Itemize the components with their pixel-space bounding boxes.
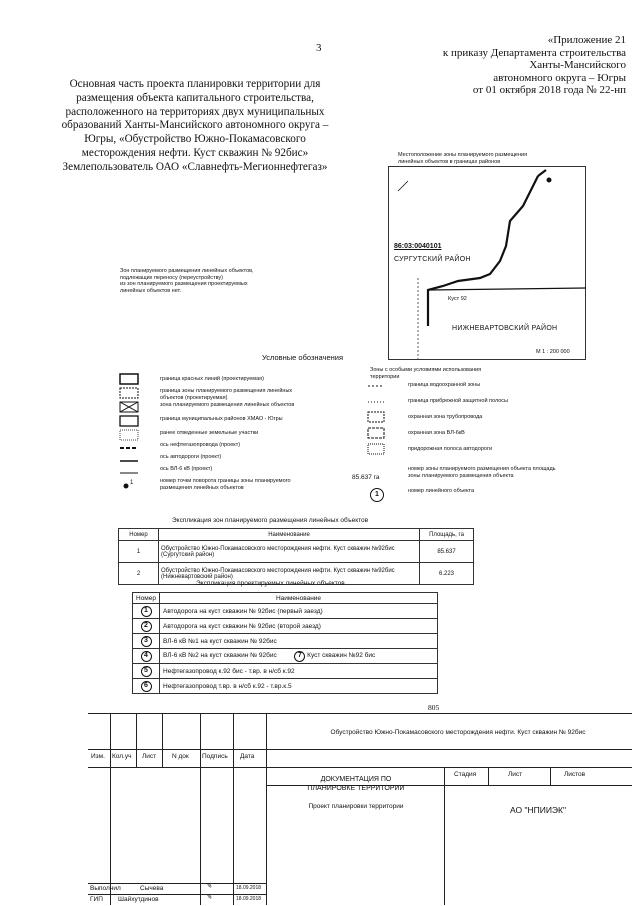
annex-line-1: «Приложение 21: [547, 34, 626, 46]
signer-role: Выполнил: [90, 885, 121, 892]
company-name: АО "НПИИЭК": [509, 805, 567, 815]
legend-right-5: номер зоны планируемого размещения объекта площадь зоны планируемого размещения объекта: [408, 466, 556, 479]
map-title-line-2: линейных объектов в границах районов: [398, 158, 501, 165]
col-date: Дата: [240, 753, 255, 760]
signature-icon: ✎: [206, 893, 212, 901]
row-number-circle: 7: [294, 651, 305, 662]
legend-left-7: ось ВЛ-6 кВ (проект): [160, 466, 213, 472]
table1-cell: 85.637: [420, 541, 474, 563]
signature-icon: ✎: [206, 882, 212, 890]
title-block-cols: [88, 753, 266, 765]
row-number-circle: 1: [141, 606, 152, 617]
table-row: [133, 604, 438, 619]
map-title: [398, 152, 588, 165]
cadastral-number: 86:03:0040101: [394, 243, 442, 250]
table2-header-number: Номер: [133, 593, 160, 604]
signer-name: Шайхутдинов: [118, 896, 159, 903]
heading-line-4: образований Ханты-Мансийского автономного округа –: [61, 119, 329, 132]
table1-cell: 2: [119, 563, 159, 585]
signer-row-1: [88, 882, 266, 895]
legend-left-8: номер точки поворота границы зоны планируемого размещения линейных объектов: [160, 478, 291, 491]
col-ndok: N док: [172, 753, 189, 760]
linear-objects-table: [132, 592, 438, 694]
point-label: Куст 92: [448, 296, 467, 302]
district-boundary-line: [428, 170, 546, 326]
row-number-circle: 5: [141, 666, 152, 677]
legend-title: Условные обозначения: [262, 353, 344, 362]
title-block-project: Обустройство Южно-Покамасовского месторождения нефти. Куст скважин № 92бис: [330, 729, 586, 736]
heading-line-1: Основная часть проекта планировки территории для: [69, 78, 321, 90]
table2-cell: ВЛ-6 кВ №1 на куст скважин № 92бис: [160, 634, 438, 649]
legend-point-symbol: [124, 484, 129, 489]
legend-right-1: граница прибрежной защитной полосы: [408, 398, 509, 404]
legend-right-2: охранная зона трубопровода: [408, 414, 483, 420]
legend-circle-sample: 1: [370, 488, 384, 502]
col-kol: Кол.уч: [112, 753, 132, 760]
stage-col-sheets: Листов: [564, 771, 586, 778]
legend-zone-boundary-symbol: [120, 388, 138, 398]
location-map: [388, 152, 586, 360]
map-scale: М 1 : 200 000: [536, 349, 570, 355]
title-block: [88, 703, 632, 905]
table1-cell: 1: [119, 541, 159, 563]
map-arrow: [398, 181, 408, 191]
annex-line-3: Ханты-Мансийского: [529, 59, 626, 72]
note-line-4: линейных объектов нет.: [120, 287, 182, 294]
row-number-circle: 4: [141, 651, 152, 662]
table-row: [133, 649, 438, 664]
annex-line-4: автономного округа – Югры: [493, 71, 626, 84]
legend-right-labels: [408, 382, 558, 500]
district-bottom-label: НИЖНЕВАРТОВСКИЙ РАЙОН: [452, 325, 558, 332]
table2-cell: Нефтегазопровод т.вр. в н/сб к.92 - т.вр.к.5: [160, 679, 438, 694]
note-line-1: Зон планируемого размещения линейных объектов,: [120, 268, 254, 274]
page-number: 3: [316, 42, 322, 54]
legend-left-5: ось нефтегазопровода (проект): [160, 442, 241, 448]
legend-right-6: номер линейного объекта: [408, 488, 475, 494]
doc-title-line-1: ДОКУМЕНТАЦИЯ ПО: [320, 776, 392, 783]
doc-subtitle: Проект планировки территории: [308, 803, 404, 810]
row-number-circle: 6: [141, 681, 152, 692]
heading-line-3: расположенного на территориях двух муниципальных: [65, 105, 325, 118]
stage-col-sheet: Лист: [508, 771, 523, 778]
legend-point-number: 1: [130, 480, 134, 486]
table-row: [133, 634, 438, 649]
table1-header-name: Наименование: [159, 529, 420, 541]
doc-title: [268, 775, 444, 793]
signer-role: ГИП: [90, 896, 103, 903]
col-list: Лист: [142, 753, 157, 760]
note-line-2: подлежащих переносу (переустройству): [120, 274, 223, 281]
legend-area-sample: 85.637 га: [352, 474, 380, 481]
col-sign: Подпись: [202, 753, 228, 760]
heading-line-2: размещения объекта капитального строительства,: [76, 91, 314, 104]
table-row: [119, 541, 474, 563]
annex-header: [366, 34, 626, 97]
table2-cell: Нефтегазопровод к.92 бис - т.вр. в н/сб к.92: [160, 664, 438, 679]
annex-line-5: от 01 октября 2018 года № 22-нп: [472, 84, 626, 97]
col-izm: Изм.: [91, 753, 105, 760]
legend-left-0: граница красных линий (проектируемая): [160, 376, 264, 382]
table2-title: Экспликация проектируемых линейных объектов: [196, 580, 345, 587]
zones-table: [118, 528, 474, 585]
row-number-circle: 3: [141, 636, 152, 647]
document-heading: [30, 78, 360, 175]
table-header-row: [133, 593, 438, 604]
title-block-code: 805: [428, 703, 440, 712]
note-line-3: из зон планируемого размещения проектируемых: [120, 281, 248, 287]
heading-line-6: месторождения нефти. Куст скважин № 92бис»: [81, 146, 309, 159]
legend-left-2: зона планируемого размещения линейных объектов: [160, 402, 295, 408]
legend-left-labels: [160, 376, 310, 492]
table1-title: Экспликация зон планируемого размещения линейных объектов: [172, 517, 369, 524]
table1-cell: 6.223: [420, 563, 474, 585]
table2-cell: Автодорога на куст скважин № 92бис (первый заезд): [160, 604, 438, 619]
row-number-circle: 2: [141, 621, 152, 632]
table1-header-area: Площадь, га: [420, 529, 474, 541]
map-point-marker: [547, 178, 552, 183]
signer-date: 18.09.2018: [236, 885, 262, 891]
heading-line-7: Землепользователь ОАО «Славнефть-Мегионнефтегаз»: [62, 160, 328, 173]
legend-left-4: ранее отведенные земельные участки: [160, 430, 259, 436]
table2-cell-text: ВЛ-6 кВ №2 на куст скважин № 92бис: [163, 651, 277, 659]
stage-col-stage: Стадия: [454, 771, 477, 778]
table1-header-number: Номер: [119, 529, 159, 541]
stage-cols: [452, 771, 632, 783]
table1-cell: Обустройство Южно-Покамасовского месторождения нефти. Куст скважин №92бис (Нижневартовский район): [159, 563, 420, 585]
map-title-line-1: Местоположение зоны планируемого размещения: [398, 152, 528, 158]
annex-line-2: к приказу Департамента строительства: [442, 46, 626, 59]
legend-left-6: ось автодороги (проект): [160, 454, 222, 460]
legend-district-symbol: [120, 416, 138, 426]
district-boundary-h: [428, 288, 586, 290]
legend-right-header: Зоны с особыми условиями использования территории: [370, 367, 482, 380]
legend-left-1: граница зоны планируемого размещения линейных объектов (проектируемая): [160, 388, 293, 401]
table-row: [133, 679, 438, 694]
table2-cell-extra: Куст скважин №92 бис: [307, 651, 376, 659]
legend-right-0: граница водоохранной зоны: [408, 382, 481, 388]
legend-red-line-symbol: [120, 374, 138, 384]
heading-line-5: Югры, «Обустройство Южно-Покамасовского: [84, 133, 306, 146]
signer-name: Сычева: [140, 885, 164, 892]
legend-left-3: граница муниципальных районов ХМАО - Югры: [160, 416, 283, 422]
legend-right-4: придорожная полоса автодороги: [408, 446, 493, 452]
table1-cell: Обустройство Южно-Покамасовского месторождения нефти. Куст скважин №92бис (Сургутский район): [159, 541, 420, 563]
table2-cell: Автодорога на куст скважин № 92бис (второй заезд): [160, 619, 438, 634]
legend-right-3: охранная зона ВЛ-6кВ: [408, 430, 465, 436]
table-row: [133, 664, 438, 679]
district-top-label: СУРГУТСКИЙ РАЙОН: [394, 256, 471, 263]
doc-title-line-2: ПЛАНИРОВКЕ ТЕРРИТОРИИ: [307, 785, 405, 792]
legend-allotted-symbol: [120, 430, 138, 440]
table-row: [133, 619, 438, 634]
relocation-note: [120, 268, 310, 294]
table-header-row: [119, 529, 474, 541]
table2-header-name: Наименование: [160, 593, 438, 604]
signer-date: 18.09.2018: [236, 896, 262, 902]
table2-cell: [160, 649, 438, 664]
